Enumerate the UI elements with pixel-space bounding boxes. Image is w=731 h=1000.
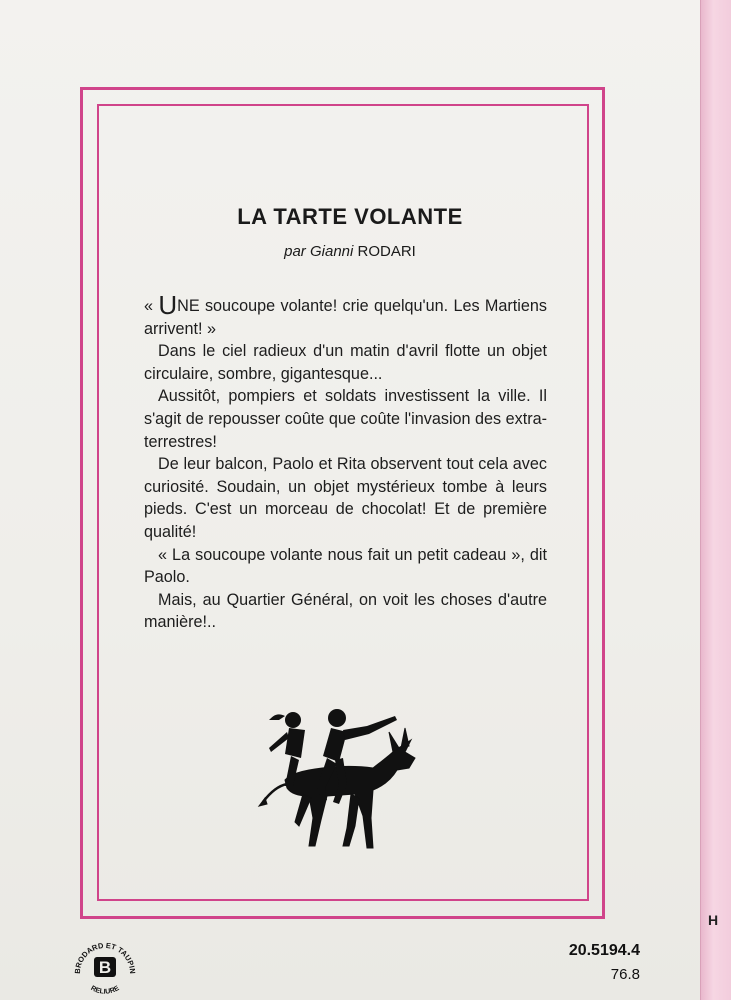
author-prefix: par [284,243,306,260]
blurb-text [144,290,548,634]
author-first-name: Gianni [309,243,354,260]
blurb-paragraph: De leur balcon, Paolo et Rita observent tout cela avec curiosité. Soudain, un objet mystérieux tombe à leurs pieds. C'est un morceau de chocolat! Et de première qualité! [144,455,547,541]
blurb-paragraph: « La soucoupe volante nous fait un petit cadeau », dit Paolo. [144,545,547,587]
blurb-paragraph: « UNE soucoupe volante! crie quelqu'un. Les Martiens arrivent! » [144,290,547,338]
children-on-donkey-silhouette-icon [255,698,425,854]
brodard-taupin-reliure-logo-icon [70,935,140,997]
pink-spine-edge [700,0,731,1000]
spine-mark: H [708,912,719,928]
catalog-code: 20.5194.4 [568,942,640,959]
author-last-name: RODARI [357,243,416,260]
blurb-paragraph: Mais, au Quartier Général, on voit les choses d'autre manière!.. [144,590,547,632]
edition-code: 76.8 [610,966,640,983]
logo-arc-text: BRODARD ET TAUPIN [72,940,138,975]
blurb-paragraph: Aussitôt, pompiers et soldats investissent la ville. Il s'agit de repousser coûte que coûte l'invasion des extra-terrestres! [144,387,548,451]
drop-cap: U [158,290,178,320]
logo-bottom-text: RELIURE [89,984,121,996]
book-title: LA TARTE VOLANTE [237,204,463,229]
blurb-paragraph: Dans le ciel radieux d'un matin d'avril flotte un objet circulaire, sombre, gigantesque... [144,342,547,383]
logo-letter: B [98,958,112,977]
author-line [150,243,550,260]
opening-quote: « [144,297,159,315]
